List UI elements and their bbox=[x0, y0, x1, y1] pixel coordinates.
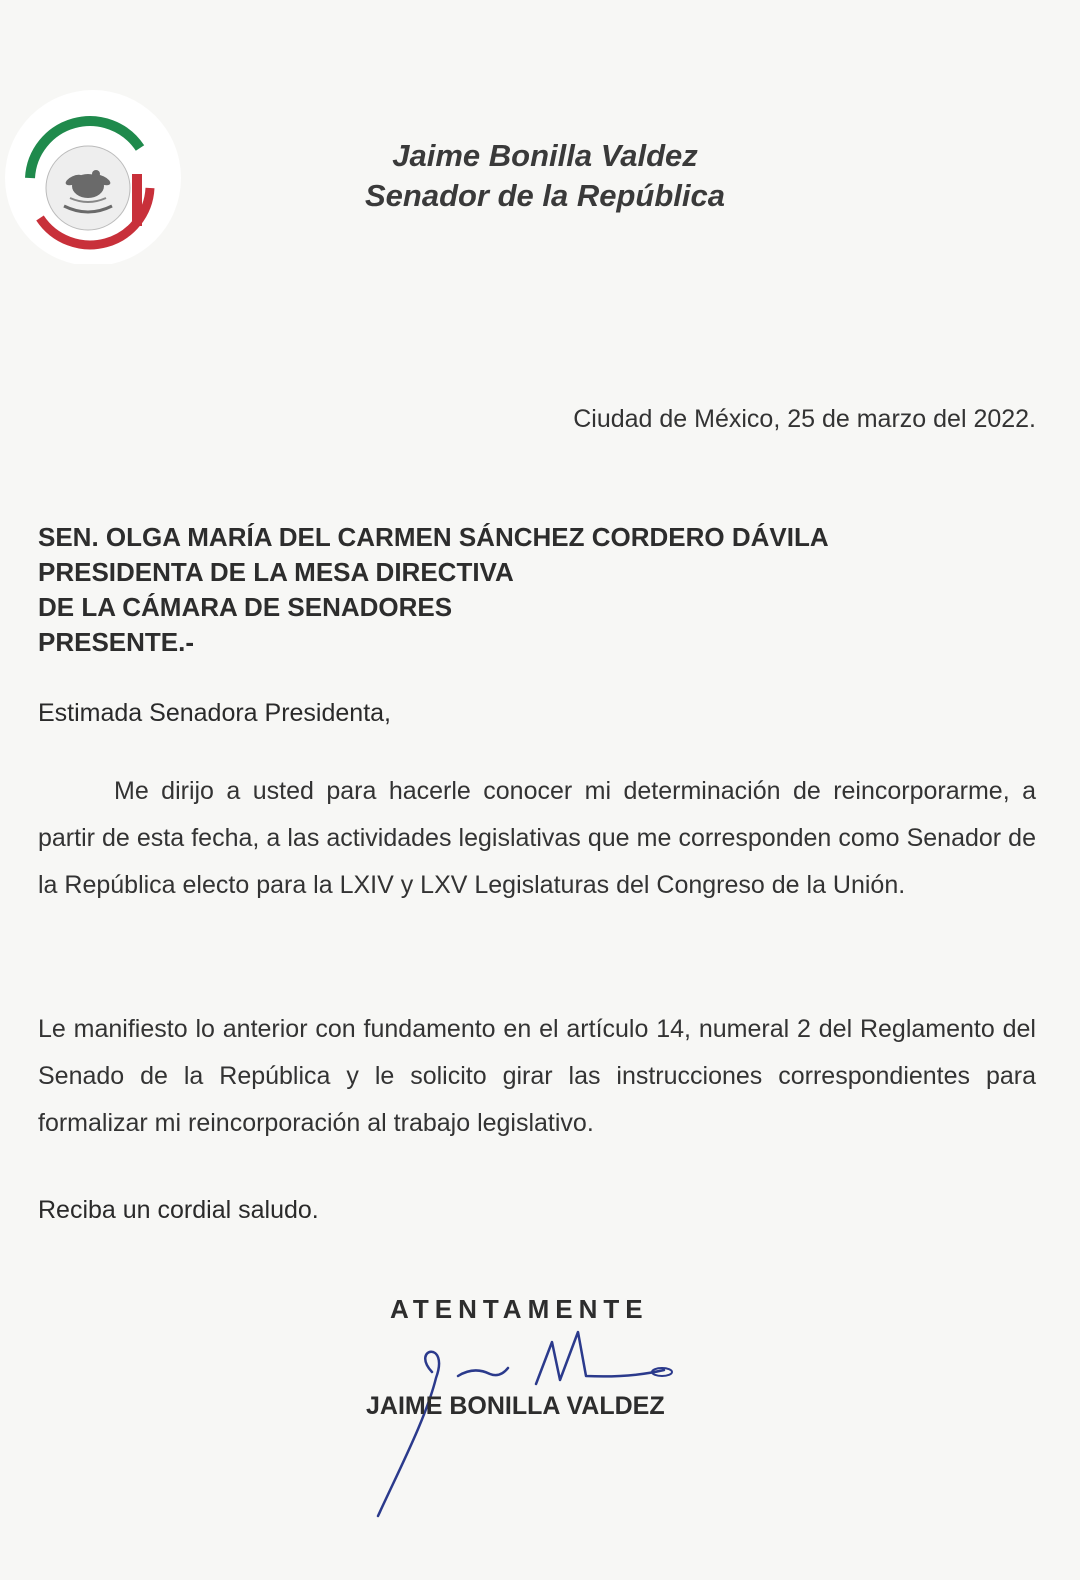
signer-name: JAIME BONILLA VALDEZ bbox=[366, 1392, 665, 1420]
letterhead-name: Jaime Bonilla Valdez bbox=[392, 138, 698, 173]
recipient-presente: PRESENTE.- bbox=[38, 627, 195, 657]
letterhead-title: Senador de la República bbox=[364, 178, 726, 213]
letter-date: Ciudad de México, 25 de marzo del 2022. bbox=[573, 405, 1036, 433]
handwritten-signature bbox=[340, 1318, 700, 1538]
body-paragraph-2: Le manifiesto lo anterior con fundamento en el artículo 14, numeral 2 del Reglamento del Senado de la República y le solicito girar las instrucciones correspondientes para formalizar mi reincorporación al trabajo legislativo. bbox=[38, 1015, 1036, 1137]
recipient-chamber: DE LA CÁMARA DE SENADORES bbox=[38, 592, 453, 622]
letterhead bbox=[330, 136, 760, 216]
body-paragraph-1: Me dirijo a usted para hacerle conocer mi determinación de reincorporarme, a partir de esta fecha, a las actividades legislativas que me corresponden como Senador de la República electo para la LXIV y LXV Legislaturas del Congreso de la Unión. bbox=[38, 777, 1036, 899]
closing-line: Reciba un cordial saludo. bbox=[38, 1196, 319, 1224]
recipient-block bbox=[38, 520, 829, 660]
salutation: Estimada Senadora Presidenta, bbox=[38, 699, 391, 727]
recipient-name: SEN. OLGA MARÍA DEL CARMEN SÁNCHEZ CORDERO DÁVILA bbox=[38, 522, 829, 552]
recipient-position: PRESIDENTA DE LA MESA DIRECTIVA bbox=[38, 557, 514, 587]
senate-seal-logo bbox=[0, 78, 186, 264]
sign-off-atentamente: ATENTAMENTE bbox=[390, 1294, 649, 1324]
